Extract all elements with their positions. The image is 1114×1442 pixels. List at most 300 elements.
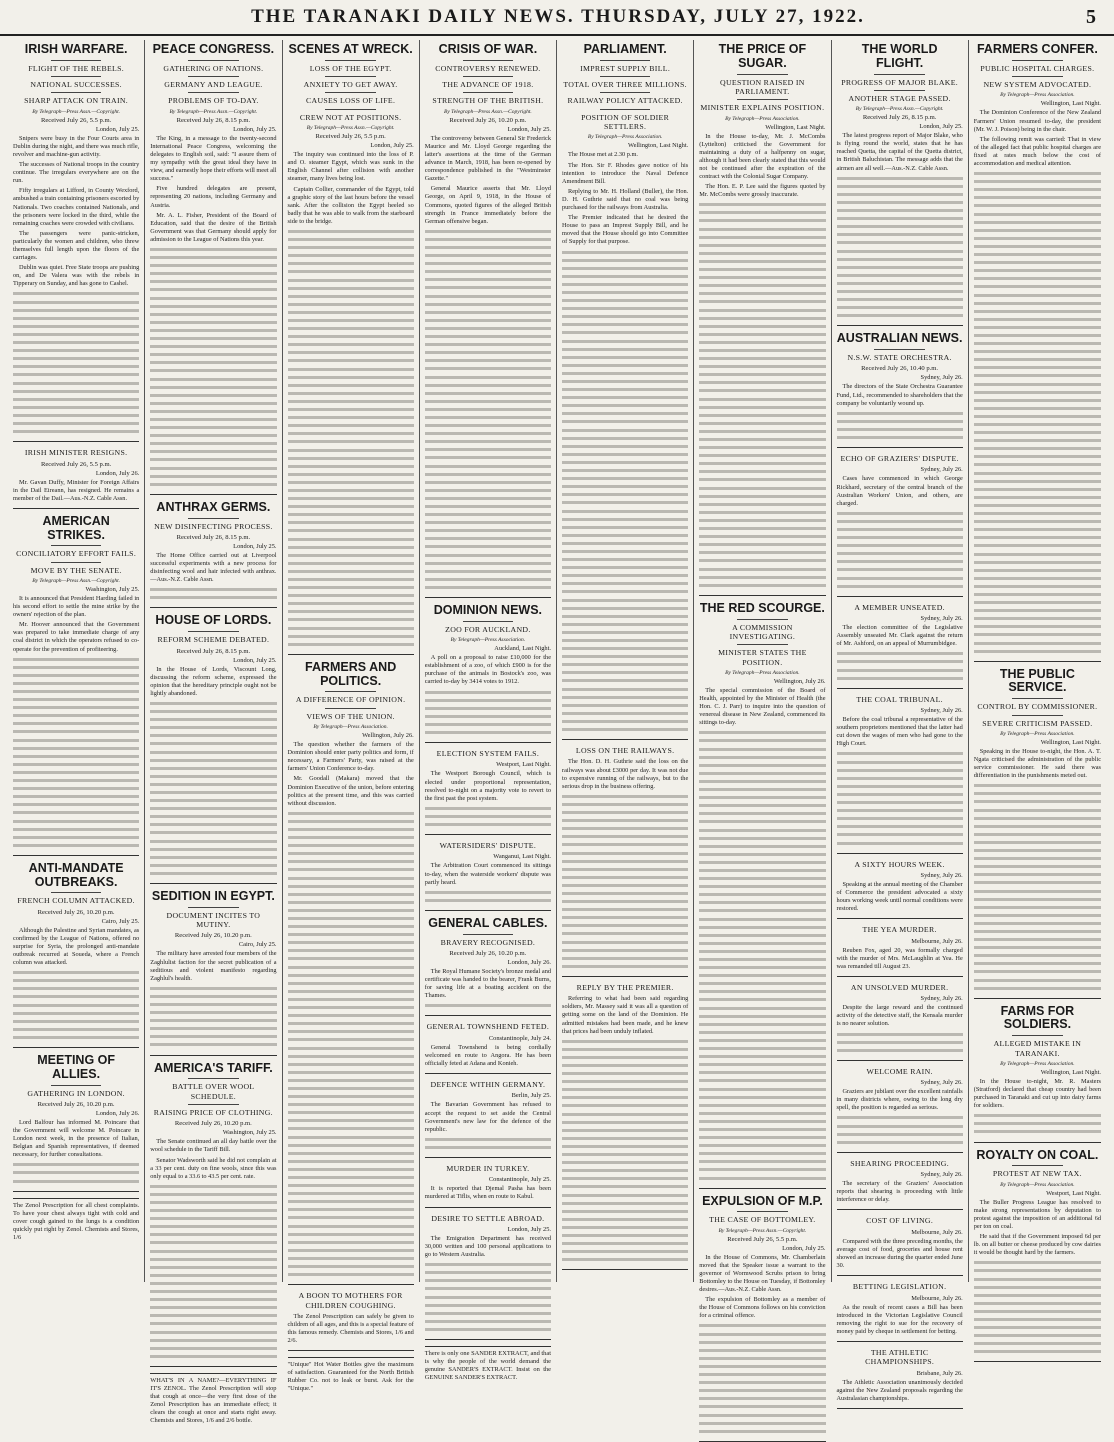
text-line	[288, 980, 414, 988]
advertisement: There is only one SANDER EXTRACT, and that is why the people of the world demand the genuine SANDER'S EXTRACT. Insist on the GENUINE SANDER'S EXTRACT.	[425, 1346, 551, 1382]
divider	[188, 518, 239, 519]
text-line	[699, 940, 825, 948]
text-line	[150, 757, 276, 765]
article-paragraph: As the result of recent cases a Bill has been introduced in the Victorian Legislative Council removing the right to sue for the recovery of money paid by cheque in settlement for betting.	[836, 1303, 963, 1335]
article-paragraph: Mr. A. L. Fisher, President of the Board of Education, said that the desire of the British Government was that Germany should apply for admission to the League of Nations this year.	[150, 211, 277, 243]
dateline: Sydney, July 26.	[920, 615, 963, 623]
received-time: Received July 26, 8.15 p.m.	[862, 114, 937, 122]
byline: By Telegraph—Press Assn.—Copyright.	[855, 106, 944, 113]
text-line	[150, 1345, 276, 1353]
byline: By Telegraph—Press Association.	[450, 637, 526, 644]
text-line	[288, 519, 414, 527]
text-line	[837, 410, 963, 418]
article-paragraph: The Royal Humane Society's bronze medal and certificate was handed to the bearer, Frank Burns, for saving life at a boating accident on the Thames.	[424, 967, 551, 1000]
text-line	[699, 859, 825, 867]
text-line	[699, 818, 825, 826]
text-line	[562, 866, 688, 874]
article-paragraph: Before the coal tribunal a representative of the southern proprietors mentioned that the latter had cut down the wages of men who had gone to the High Court.	[836, 716, 963, 748]
byline: By Telegraph—Press Association.	[313, 724, 388, 731]
text-line	[562, 669, 688, 677]
text-line	[13, 363, 139, 371]
text-line	[425, 374, 551, 382]
newspaper-columns	[8, 40, 1106, 1424]
subheading: QUESTION RAISED IN PARLIAMENT.	[720, 77, 805, 96]
text-line	[425, 301, 551, 309]
text-line	[425, 721, 551, 729]
text-line	[974, 944, 1101, 952]
text-line	[425, 471, 551, 479]
article	[425, 917, 551, 1017]
subheading: RAILWAY POLICY ATTACKED.	[567, 96, 683, 106]
dateline: Wellington, Last Night.	[628, 142, 689, 150]
text-line	[562, 402, 688, 410]
text-line	[699, 1175, 825, 1183]
text-line	[562, 1232, 688, 1240]
text-line	[562, 394, 688, 402]
divider	[737, 644, 788, 645]
text-line	[699, 420, 825, 428]
text-line	[699, 835, 825, 843]
text-line	[13, 428, 139, 436]
text-line	[288, 818, 414, 826]
text-line	[13, 842, 139, 850]
text-line	[425, 713, 551, 721]
text-line	[974, 340, 1101, 348]
text-line	[13, 347, 139, 355]
subheading: NEW SYSTEM ADVOCATED.	[983, 80, 1092, 90]
text-line	[837, 207, 963, 215]
article-separator	[425, 1073, 551, 1074]
text-line	[150, 1041, 276, 1049]
text-line	[974, 526, 1101, 534]
text-line	[13, 969, 139, 977]
text-line	[699, 988, 825, 996]
text-line	[974, 502, 1101, 510]
text-line	[150, 594, 276, 602]
text-line	[425, 543, 551, 551]
text-line	[562, 841, 688, 849]
text-line	[837, 575, 963, 583]
text-line	[425, 1277, 551, 1285]
subheading: ANXIETY TO GET AWAY.	[303, 80, 398, 90]
text-line	[837, 418, 963, 426]
divider	[600, 76, 651, 77]
text-line	[288, 584, 414, 592]
article-paragraph: Dublin was quiet. Free State troops are pushing on, and De Valera was with the rebels in Tipperary on Sunday, and has gone to Cashel.	[13, 264, 140, 288]
text-line	[288, 1045, 414, 1053]
text-line	[974, 389, 1101, 397]
article-separator	[288, 1284, 414, 1285]
article-paragraph: Captain Collier, commander of the Egypt, told a graphic story of the last hours before the vessel sank. After the collision the Egypt heeled so badly that he was able to walk from the starboard side to the bridge.	[287, 185, 414, 225]
text-line	[562, 645, 688, 653]
text-line	[562, 1046, 688, 1054]
subheading: CONTROVERSY RENEWED.	[435, 63, 541, 73]
text-line	[837, 223, 963, 231]
text-line	[150, 1025, 276, 1033]
text-line	[13, 290, 139, 298]
text-line	[13, 826, 139, 834]
article	[425, 604, 551, 743]
article-paragraph: The Premier indicated that he desired the House to pass an Imprest Supply Bill, and he moved that the House should go into Committee of Supply for that purpose.	[562, 214, 689, 246]
text-line	[974, 823, 1101, 831]
text-line	[288, 325, 414, 333]
text-line	[288, 1061, 414, 1069]
text-line	[288, 1101, 414, 1109]
text-line	[13, 704, 139, 712]
text-line	[562, 702, 688, 710]
text-line	[699, 1412, 825, 1420]
text-line	[837, 1047, 963, 1055]
text-line	[562, 281, 688, 289]
text-line	[562, 1256, 688, 1264]
text-line	[425, 1302, 551, 1310]
dateline: London, July 26.	[95, 1109, 140, 1117]
subheading: IMPREST SUPPLY BILL.	[580, 63, 671, 73]
article	[974, 1149, 1101, 1363]
text-line	[425, 357, 551, 365]
text-line	[150, 700, 276, 708]
text-line	[699, 875, 825, 883]
text-line	[699, 867, 825, 875]
article-paragraph: The Home Office carried out at Liverpool successful experiments with a new process for disinfecting wool and hair infected with anthrax.—Aus.-N.Z. Cable Assn.	[150, 551, 277, 584]
headline: AMERICAN STRIKES.	[42, 513, 110, 542]
text-line	[974, 1267, 1101, 1275]
text-line	[150, 1183, 276, 1191]
text-line	[425, 1310, 551, 1318]
divider	[463, 621, 514, 622]
text-line	[425, 503, 551, 511]
subheading: CONCILIATORY EFFORT FAILS.	[16, 549, 137, 559]
text-line	[288, 366, 414, 374]
text-line	[288, 996, 414, 1004]
text-line	[288, 850, 414, 858]
text-line	[562, 1167, 688, 1175]
text-line	[699, 972, 825, 980]
column	[145, 40, 282, 1424]
text-line	[562, 694, 688, 702]
subheading: TOTAL OVER THREE MILLIONS.	[563, 80, 687, 90]
text-line	[425, 495, 551, 503]
text-line	[699, 209, 825, 217]
text-line	[288, 939, 414, 947]
text-line	[562, 1127, 688, 1135]
text-line	[562, 677, 688, 685]
divider	[463, 934, 514, 935]
text-line	[699, 1150, 825, 1158]
text-line	[974, 372, 1101, 380]
text-line	[13, 977, 139, 985]
text-line	[562, 491, 688, 499]
dateline: Wellington, Last Night.	[765, 123, 826, 131]
article	[837, 454, 963, 597]
text-line	[699, 1086, 825, 1094]
text-line	[974, 397, 1101, 405]
text-line	[837, 280, 963, 288]
article	[425, 1080, 551, 1158]
subheading: LOSS ON THE RAILWAYS.	[575, 746, 675, 756]
text-line	[288, 1125, 414, 1133]
text-line	[974, 267, 1101, 275]
text-line	[288, 268, 414, 276]
article	[150, 501, 276, 609]
text-line	[150, 1017, 276, 1025]
text-line	[837, 288, 963, 296]
text-line	[288, 1069, 414, 1077]
text-line	[837, 183, 963, 191]
divider	[188, 1078, 239, 1079]
text-line	[150, 846, 276, 854]
subheading: IRISH MINISTER RESIGNS.	[24, 448, 128, 458]
article-separator	[425, 1157, 551, 1158]
headline: THE WORLD FLIGHT.	[861, 42, 938, 70]
text-line	[974, 575, 1101, 583]
byline: By Telegraph—Press Assn.—Copyright.	[169, 108, 258, 115]
divider	[188, 92, 239, 93]
article-paragraph: In the House of Lords, Viscount Long, discussing the reform scheme, expressed the opinion that the hereditary principle ought not be lightly abandoned.	[150, 665, 277, 697]
article-separator	[837, 976, 963, 977]
text-line	[699, 996, 825, 1004]
text-line	[699, 1045, 825, 1053]
article-paragraph: The Hon. Sir F. Rhodes gave notice of his intention to introduce the Naval Defence Amendment Bill.	[562, 161, 689, 185]
text-line	[288, 277, 414, 285]
text-line	[150, 335, 276, 343]
text-line	[150, 1001, 276, 1009]
text-line	[974, 486, 1101, 494]
text-line	[562, 1224, 688, 1232]
text-line	[974, 194, 1101, 202]
subheading: DOCUMENT INCITES TO MUTINY.	[166, 910, 261, 930]
text-line	[699, 778, 825, 786]
article-paragraph: The election committee of the Legislative Assembly unseated Mr. Clark against the return of Mr. Ashford, on an appeal of Murrumbidgee.	[836, 624, 963, 648]
text-line	[425, 236, 551, 244]
text-line	[562, 1175, 688, 1183]
dateline: Wanganui, Last Night.	[493, 853, 551, 861]
text-line	[562, 508, 688, 516]
text-line	[974, 1112, 1101, 1120]
text-line	[150, 1009, 276, 1017]
text-line	[837, 1031, 963, 1039]
text-line	[13, 720, 139, 728]
subheading: AN UNSOLVED MURDER.	[850, 982, 949, 992]
received-time: Received July 26, 10.20 p.m.	[37, 1100, 115, 1108]
subheading: CAUSES LOSS OF LIFE.	[306, 96, 396, 106]
dateline: Constantinople, July 24.	[488, 1034, 551, 1042]
article-paragraph: In the House of Commons, Mr. Chamberlain moved that the Speaker issue a warrant to the governor of Wormwood Scrubs prison to bring Bottomley to the House on Tuesday, if Bottomley desires.—Aus.-N.Z. Cable Assn.	[699, 1253, 826, 1294]
text-line	[974, 1340, 1101, 1348]
text-line	[150, 1296, 276, 1304]
subheading: NATIONAL SUCCESSES.	[30, 80, 122, 90]
article-separator	[150, 1366, 276, 1367]
article-paragraph: Replying to Mr. H. Holland (Buller), the Hon. D. H. Guthrie said that no coal was being purchased for the railways from Australia.	[562, 187, 689, 212]
text-line	[974, 478, 1101, 486]
text-line	[150, 262, 276, 270]
article	[837, 1067, 963, 1153]
text-line	[425, 697, 551, 705]
article	[13, 862, 139, 1048]
text-line	[974, 583, 1101, 591]
text-line	[288, 616, 414, 624]
text-line	[425, 341, 551, 349]
text-line	[150, 740, 276, 748]
article-separator	[13, 855, 139, 856]
article	[974, 668, 1101, 999]
article	[837, 603, 963, 689]
text-line	[562, 321, 688, 329]
byline: By Telegraph—Press Assn.—Copyright.	[718, 1227, 807, 1234]
headline: ANTHRAX GERMS.	[156, 499, 271, 514]
text-line	[699, 363, 825, 371]
text-line	[699, 1428, 825, 1436]
text-line	[150, 708, 276, 716]
text-line	[562, 540, 688, 548]
text-line	[699, 339, 825, 347]
text-line	[288, 1166, 414, 1174]
text-line	[837, 807, 963, 815]
text-line	[562, 265, 688, 273]
dateline: Sydney, July 26.	[920, 871, 963, 879]
dateline: Sydney, July 26.	[920, 1171, 963, 1179]
article	[425, 43, 551, 598]
text-line	[562, 906, 688, 914]
text-line	[974, 615, 1101, 623]
text-line	[288, 422, 414, 430]
subheading: THE YEA MURDER.	[862, 925, 937, 935]
headline: MEETING OF ALLIES.	[37, 1053, 116, 1081]
text-line	[288, 285, 414, 293]
text-line	[699, 883, 825, 891]
text-line	[699, 234, 825, 242]
text-line	[13, 1010, 139, 1018]
article-paragraph: He said that if the Government imposed 6d per lb. on all butter or cheese produced by cow dairies it would be thought hard by the farmers.	[973, 1233, 1101, 1257]
text-line	[562, 882, 688, 890]
article-separator	[837, 1408, 963, 1409]
text-line	[425, 293, 551, 301]
text-line	[150, 327, 276, 335]
headline: SEDITION IN EGYPT.	[151, 889, 275, 903]
article-paragraph: The controversy between General Sir Frederick Maurice and Mr. Lloyd George regarding the latter's assertions at the time of the German advance in March, 1918, has been re-opened by correspondence published in the "Westminster Gazette."	[424, 134, 551, 183]
text-line	[974, 381, 1101, 389]
column	[832, 40, 969, 1402]
text-line	[13, 1161, 139, 1169]
masthead	[0, 0, 1114, 36]
text-line	[288, 406, 414, 414]
text-line	[974, 904, 1101, 912]
column	[8, 40, 145, 1282]
text-line	[150, 586, 276, 594]
article	[837, 983, 963, 1061]
text-line	[837, 783, 963, 791]
text-line	[699, 754, 825, 762]
text-line	[974, 960, 1101, 968]
text-line	[288, 1174, 414, 1182]
column	[283, 40, 420, 1393]
article-separator	[837, 596, 963, 597]
received-time: Received July 26, 8.15 p.m.	[176, 533, 251, 541]
text-line	[974, 977, 1101, 985]
divider	[463, 60, 514, 61]
received-time: Received July 26, 10.20 p.m.	[174, 932, 252, 940]
divider	[1012, 1035, 1063, 1036]
text-line	[974, 631, 1101, 639]
text-line	[13, 745, 139, 753]
text-line	[425, 1318, 551, 1326]
text-line	[562, 963, 688, 971]
text-line	[974, 421, 1101, 429]
text-line	[13, 355, 139, 363]
article	[425, 1022, 551, 1074]
dateline: London, July 25.	[919, 123, 963, 131]
text-line	[288, 972, 414, 980]
text-line	[837, 791, 963, 799]
text-line	[425, 422, 551, 430]
text-line	[150, 1312, 276, 1320]
text-line	[288, 1117, 414, 1125]
text-line	[699, 428, 825, 436]
text-line	[562, 922, 688, 930]
text-line	[699, 1118, 825, 1126]
text-line	[974, 275, 1101, 283]
dateline: London, July 25.	[782, 1244, 826, 1252]
text-line	[288, 988, 414, 996]
text-line	[562, 1086, 688, 1094]
column	[969, 40, 1106, 1282]
text-line	[699, 1110, 825, 1118]
subheading: MURDER IN TURKEY.	[446, 1163, 530, 1173]
text-line	[974, 292, 1101, 300]
text-line	[150, 773, 276, 781]
text-line	[837, 264, 963, 272]
subheading: ECHO OF GRAZIERS' DISPUTE.	[840, 454, 959, 464]
text-line	[150, 1033, 276, 1041]
divider	[325, 109, 376, 110]
article	[13, 43, 139, 442]
headline: FARMERS CONFER.	[976, 42, 1098, 56]
text-line	[699, 549, 825, 557]
text-line	[562, 459, 688, 467]
text-line	[562, 1078, 688, 1086]
subheading: N.S.W. STATE ORCHESTRA.	[847, 353, 952, 363]
subheading: ZOO FOR AUCKLAND.	[445, 624, 531, 634]
text-line	[562, 370, 688, 378]
text-line	[288, 842, 414, 850]
text-line	[562, 710, 688, 718]
text-line	[699, 396, 825, 404]
text-line	[288, 430, 414, 438]
text-line	[837, 191, 963, 199]
article	[425, 1214, 551, 1340]
text-line	[974, 1128, 1101, 1136]
text-line	[150, 1207, 276, 1215]
text-line	[974, 790, 1101, 798]
article-paragraph: Reuben Fox, aged 20, was formally charged with the murder of Mrs. McLaughlin at Yea. He was remanded till August 23.	[836, 946, 963, 970]
text-line	[562, 1159, 688, 1167]
text-line	[562, 718, 688, 726]
subheading: VIEWS OF THE UNION.	[306, 711, 395, 721]
text-line	[974, 782, 1101, 790]
subheading: MINISTER STATES THE POSITION.	[718, 648, 807, 667]
text-line	[425, 430, 551, 438]
dateline: Sydney, July 26.	[920, 466, 963, 474]
text-line	[288, 1206, 414, 1214]
text-line	[837, 534, 963, 542]
advertisement: The Zenol Prescription for all chest complaints. To have your chest always tight with cold and cover cough gained to the lungs is a condition quickly put right by Zenol. Chemists and Stores, 1/6	[13, 1198, 139, 1242]
text-line	[562, 1183, 688, 1191]
text-line	[150, 351, 276, 359]
text-line	[974, 356, 1101, 364]
text-line	[425, 813, 551, 821]
subheading: FLIGHT OF THE REBELS.	[28, 63, 124, 73]
dateline: Sydney, July 26.	[920, 374, 963, 382]
